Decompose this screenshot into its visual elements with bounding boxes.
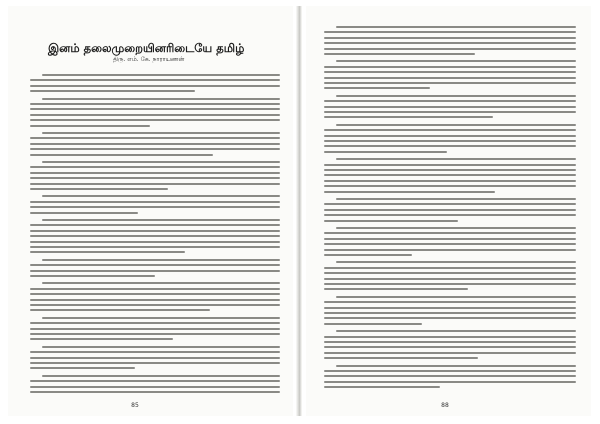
text-line	[30, 270, 280, 272]
text-line	[30, 241, 280, 243]
text-line	[30, 299, 280, 301]
text-line	[324, 87, 430, 89]
text-line	[30, 391, 280, 393]
text-line	[30, 235, 280, 237]
article-author: திரு. எம். கே. நாராயணன்	[113, 56, 185, 63]
text-line	[30, 90, 195, 92]
text-line	[324, 375, 576, 377]
text-line	[324, 267, 576, 269]
text-line	[30, 79, 280, 81]
text-line	[30, 224, 280, 226]
text-line	[336, 26, 576, 28]
text-line	[30, 367, 135, 369]
text-line	[324, 31, 576, 33]
text-line	[42, 346, 280, 348]
text-line	[324, 140, 576, 142]
text-line	[324, 243, 576, 245]
text-line	[336, 227, 576, 229]
text-line	[324, 169, 576, 171]
text-line	[324, 203, 576, 205]
text-line	[42, 282, 280, 284]
text-line	[30, 293, 280, 295]
text-line	[324, 254, 412, 256]
text-line	[324, 100, 576, 102]
text-line	[324, 106, 576, 108]
text-line	[324, 42, 576, 44]
text-line	[30, 333, 280, 335]
text-line	[30, 172, 280, 174]
text-line	[324, 48, 576, 50]
text-line	[30, 201, 280, 203]
text-line	[324, 386, 440, 388]
text-line	[324, 129, 576, 131]
text-line	[324, 317, 576, 319]
text-line	[336, 124, 576, 126]
text-line	[30, 322, 280, 324]
text-line	[30, 264, 280, 266]
text-line	[42, 132, 280, 134]
text-line	[336, 330, 576, 332]
text-line	[324, 191, 495, 193]
text-line	[324, 323, 422, 325]
text-line	[324, 164, 576, 166]
text-line	[30, 275, 155, 277]
text-line	[30, 288, 280, 290]
text-line	[30, 230, 280, 232]
text-line	[324, 111, 576, 113]
text-line	[324, 180, 576, 182]
text-line	[30, 309, 210, 311]
text-line	[30, 103, 280, 105]
text-line	[324, 37, 576, 39]
text-line	[42, 259, 280, 261]
text-line	[324, 116, 493, 118]
text-line	[336, 60, 576, 62]
text-line	[30, 246, 280, 248]
text-line	[42, 219, 280, 221]
text-line	[324, 312, 576, 314]
text-line	[324, 346, 576, 348]
text-line	[324, 249, 576, 251]
text-line	[30, 166, 280, 168]
text-line	[30, 137, 280, 139]
text-line	[324, 272, 576, 274]
text-line	[30, 85, 280, 87]
text-line	[30, 114, 280, 116]
text-line	[324, 185, 576, 187]
text-line	[30, 212, 138, 214]
text-line	[324, 209, 576, 211]
article-title: இனம் தலைமுறையினரிடையே தமிழ்	[48, 41, 245, 55]
text-line	[324, 53, 475, 55]
text-line	[30, 362, 280, 364]
text-line	[42, 98, 280, 100]
text-line	[324, 238, 576, 240]
text-line	[324, 220, 458, 222]
text-line	[30, 251, 185, 253]
left-page-number: 85	[131, 402, 139, 409]
left-page	[8, 6, 293, 416]
text-line	[42, 375, 280, 377]
text-line	[336, 296, 576, 298]
text-line	[30, 351, 280, 353]
text-line	[336, 95, 576, 97]
text-line	[324, 82, 576, 84]
text-line	[324, 341, 576, 343]
text-line	[324, 151, 447, 153]
text-line	[30, 143, 280, 145]
text-line	[336, 261, 576, 263]
text-line	[30, 125, 150, 127]
text-line	[324, 288, 468, 290]
text-line	[324, 174, 576, 176]
text-line	[324, 71, 576, 73]
right-page	[306, 6, 591, 416]
text-line	[30, 328, 280, 330]
text-line	[324, 357, 478, 359]
text-line	[30, 148, 280, 150]
text-line	[336, 365, 576, 367]
text-line	[30, 108, 280, 110]
text-line	[30, 380, 280, 382]
text-line	[324, 307, 576, 309]
text-line	[336, 158, 576, 160]
text-line	[324, 352, 576, 354]
right-page-number: 88	[441, 402, 449, 409]
text-line	[42, 161, 280, 163]
book-gutter	[296, 6, 302, 416]
text-line	[30, 304, 280, 306]
text-line	[324, 278, 576, 280]
text-line	[42, 74, 280, 76]
text-line	[42, 195, 280, 197]
text-line	[324, 77, 576, 79]
text-line	[324, 283, 576, 285]
text-line	[30, 357, 280, 359]
text-line	[324, 336, 576, 338]
text-line	[30, 338, 173, 340]
text-line	[30, 177, 280, 179]
text-line	[324, 301, 576, 303]
text-line	[336, 198, 576, 200]
text-line	[324, 232, 576, 234]
text-line	[30, 154, 213, 156]
text-line	[30, 188, 168, 190]
text-line	[324, 145, 576, 147]
text-line	[30, 183, 280, 185]
text-line	[324, 381, 576, 383]
text-line	[30, 119, 280, 121]
text-line	[42, 317, 280, 319]
text-line	[30, 206, 280, 208]
text-line	[324, 214, 576, 216]
text-line	[324, 135, 576, 137]
text-line	[324, 66, 576, 68]
text-line	[324, 370, 576, 372]
text-line	[30, 386, 280, 388]
